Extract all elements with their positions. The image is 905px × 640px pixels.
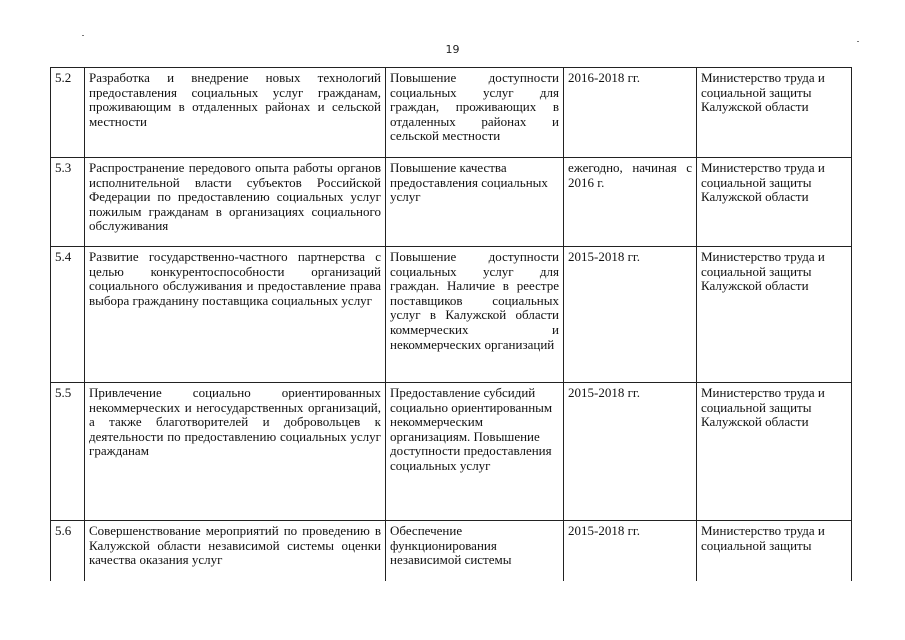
- result-cell: Повышение доступности социальных услуг для граждан. Наличие в реестре поставщиков социальных услуг в Калужской области коммерческих и некоммерческих организаций: [386, 247, 564, 383]
- term-cell: 2015-2018 гг.: [564, 521, 697, 581]
- result-cell: Предоставление субсидий социально ориентированным некоммерческим организациям. Повышение доступности предоставления социальных услуг: [386, 383, 564, 521]
- table-row: [51, 383, 852, 521]
- executor-cell: Министерство труда и социальной защиты Калужской области: [697, 247, 852, 383]
- page-number: 19: [445, 43, 460, 56]
- measures-table: [50, 67, 852, 581]
- executor-cell: Министерство труда и социальной защиты Калужской области: [697, 158, 852, 247]
- row-number: 5.5: [51, 383, 85, 521]
- measure-cell: Привлечение социально ориентированных некоммерческих и негосударственных организаций, а также благотворителей и добровольцев к деятельности по предоставлению социальных услуг гражданам: [85, 383, 386, 521]
- term-cell: ежегодно, начиная с 2016 г.: [564, 158, 697, 247]
- result-cell: Обеспечение функционирования независимой системы: [386, 521, 564, 581]
- term-cell: 2015-2018 гг.: [564, 383, 697, 521]
- measure-cell: Развитие государственно-частного партнерства с целью конкурентоспособности организаций социального обслуживания и предоставление права выбора гражданину поставщика социальных услуг: [85, 247, 386, 383]
- measure-cell: Совершенствование мероприятий по проведению в Калужской области независимой системы оценки качества оказания услуг: [85, 521, 386, 581]
- result-cell: Повышение качества предоставления социальных услуг: [386, 158, 564, 247]
- table-row: [51, 521, 852, 581]
- measure-cell: Распространение передового опыта работы органов исполнительной власти субъектов Российской Федерации по предоставлению социальных услуг пожилым гражданам в организациях социального обслуживания: [85, 158, 386, 247]
- row-number: 5.2: [51, 68, 85, 158]
- result-cell: Повышение доступности социальных услуг для граждан, проживающих в отдаленных районах и сельской местности: [386, 68, 564, 158]
- executor-cell: Министерство труда и социальной защиты Калужской области: [697, 383, 852, 521]
- executor-cell: Министерство труда и социальной защиты: [697, 521, 852, 581]
- table-row: [51, 247, 852, 383]
- measure-cell: Разработка и внедрение новых технологий предоставления социальных услуг гражданам, проживающим в отдаленных районах и сельской местности: [85, 68, 386, 158]
- scan-speck: [82, 35, 84, 36]
- row-number: 5.3: [51, 158, 85, 247]
- term-cell: 2015-2018 гг.: [564, 247, 697, 383]
- table-row: [51, 158, 852, 247]
- scan-speck: [857, 41, 859, 42]
- row-number: 5.6: [51, 521, 85, 581]
- table-row: [51, 68, 852, 158]
- executor-cell: Министерство труда и социальной защиты Калужской области: [697, 68, 852, 158]
- term-cell: 2016-2018 гг.: [564, 68, 697, 158]
- row-number: 5.4: [51, 247, 85, 383]
